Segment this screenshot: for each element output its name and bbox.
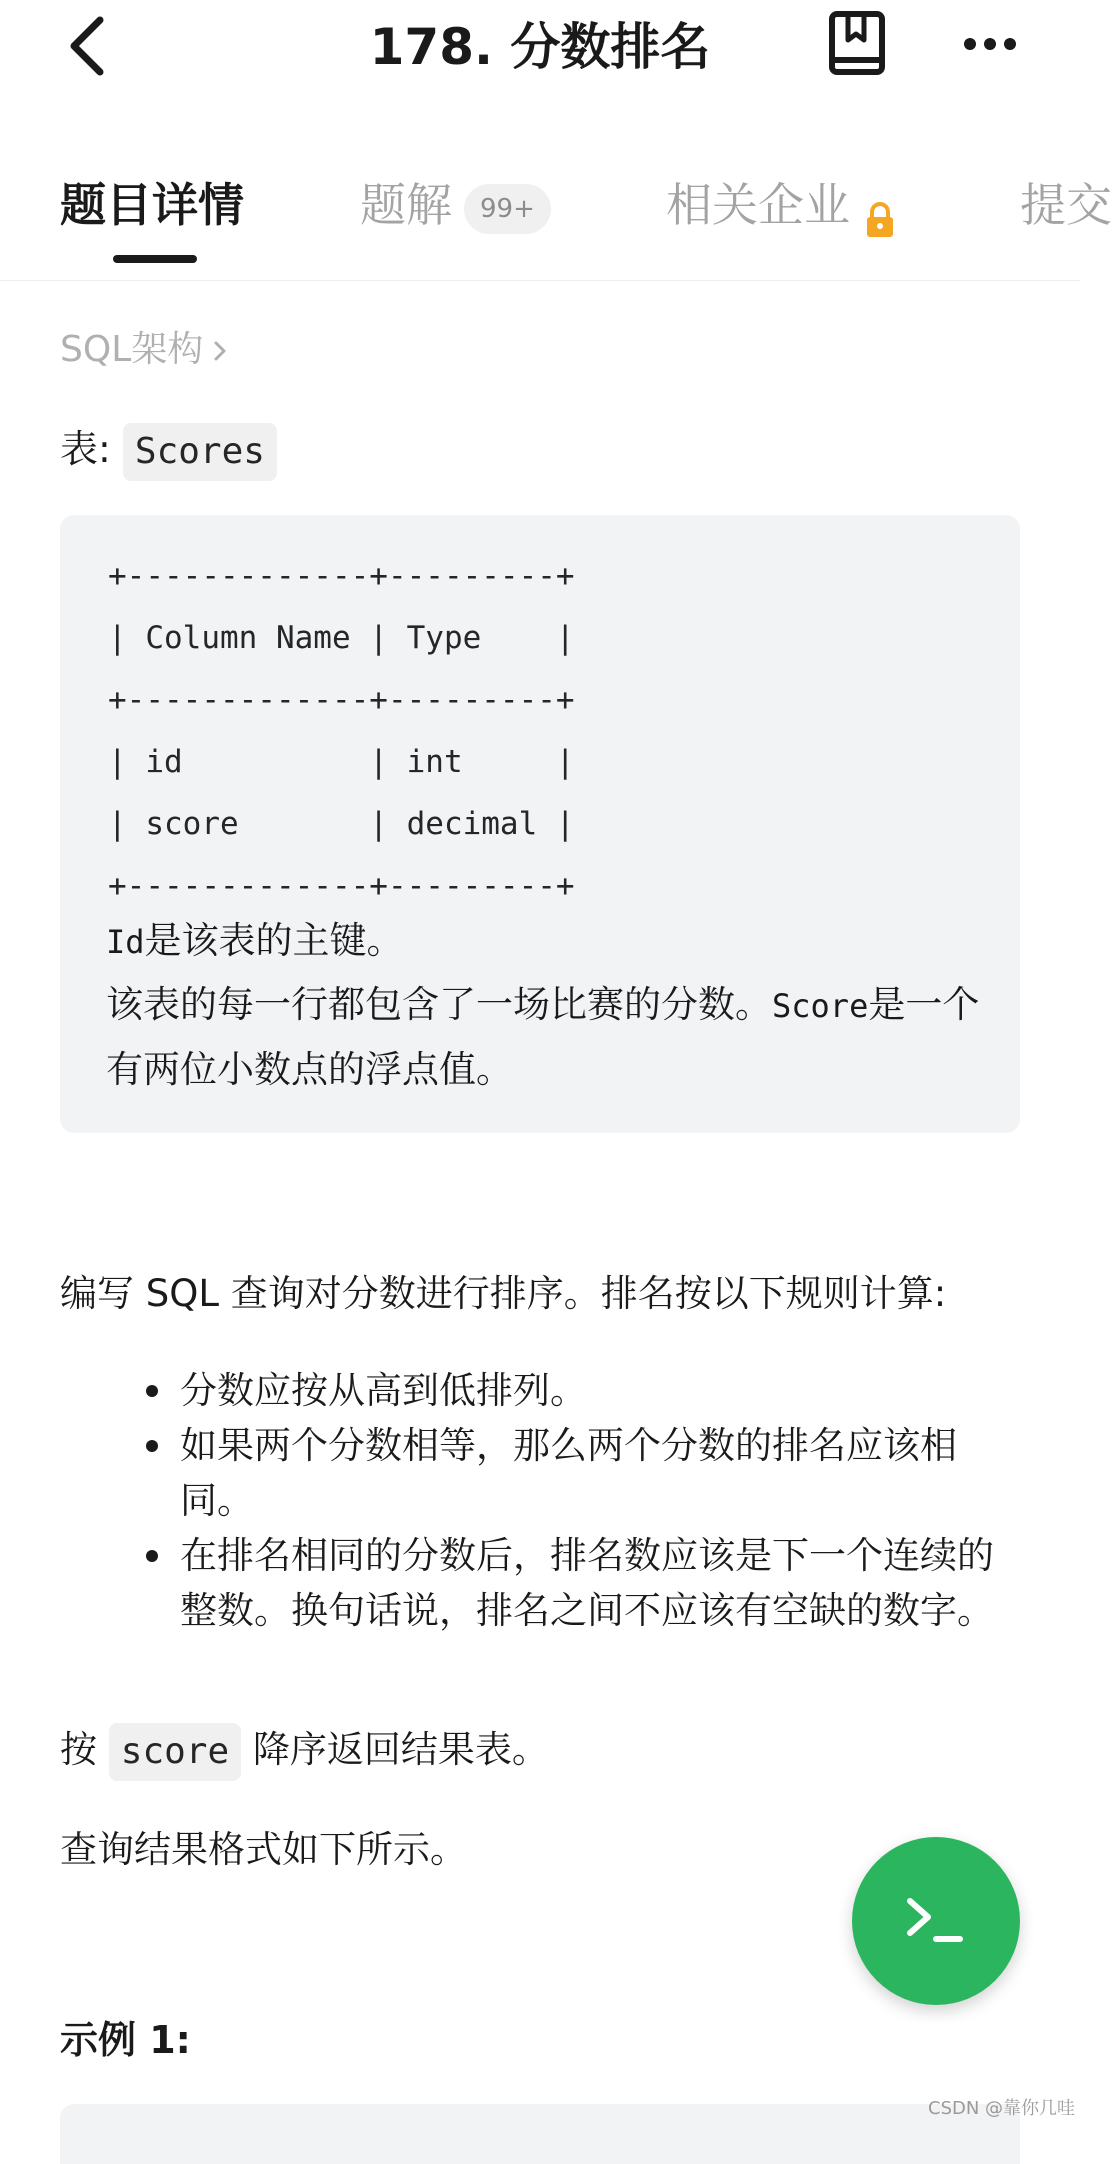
- table-intro: [60, 418, 277, 480]
- table-description-note: [106, 973, 986, 1102]
- example-title: 示例 1:: [60, 2018, 191, 2062]
- inline-code: score: [109, 1723, 241, 1781]
- inline-code: Score: [772, 987, 869, 1025]
- table-name-code: Scores: [123, 423, 277, 481]
- count-badge: 99+: [464, 184, 551, 234]
- chevron-right-icon: [213, 340, 227, 362]
- tab-companies[interactable]: [666, 170, 896, 240]
- tab-solutions[interactable]: [360, 170, 551, 240]
- list-item: [130, 1363, 1010, 1418]
- breadcrumb[interactable]: [60, 322, 227, 378]
- top-bar: [0, 0, 1080, 96]
- schema-row: | score | decimal |: [108, 806, 575, 842]
- schema-border: +-------------+---------+: [108, 682, 575, 718]
- breadcrumb-label: SQL架构: [60, 329, 204, 370]
- format-note: 查询结果格式如下所示。: [60, 1828, 467, 1871]
- tab-bar: [0, 150, 1112, 281]
- tab-description[interactable]: [60, 170, 244, 240]
- note-text: 该表的每一行都包含了一场比赛的分数。: [106, 983, 772, 1026]
- lock-icon: [864, 187, 896, 223]
- active-tab-indicator: [113, 255, 197, 263]
- table-intro-prefix: 表:: [60, 427, 123, 471]
- order-instruction: [60, 1720, 1020, 1781]
- order-prefix: 按: [60, 1728, 109, 1771]
- tab-label: 提交: [1020, 178, 1112, 232]
- watermark: CSDN @靠你几哇: [928, 2098, 1076, 2119]
- schema-table: [108, 545, 575, 917]
- more-horizontal-icon: [962, 24, 1018, 64]
- rule-text: 分数应按从高到低排列。: [180, 1369, 587, 1412]
- chevron-left-icon: [60, 12, 120, 80]
- tab-label: 相关企业: [666, 178, 850, 232]
- bullet: [146, 1385, 158, 1397]
- schema-border: +-------------+---------+: [108, 868, 575, 904]
- order-suffix: 降序返回结果表。: [241, 1728, 549, 1771]
- schema-header-row: | Column Name | Type |: [108, 620, 575, 656]
- bullet: [146, 1550, 158, 1562]
- note-text: 是一个有两位小数点的浮点值。: [106, 983, 980, 1091]
- inline-code: Id: [106, 923, 145, 961]
- primary-key-note: [106, 909, 986, 974]
- schema-border: +-------------+---------+: [108, 558, 575, 594]
- rule-text: 如果两个分数相等，那么两个分数的排名应该相同。: [180, 1424, 957, 1522]
- terminal-icon: [904, 1895, 968, 1947]
- problem-intro: 编写 SQL 查询对分数进行排序。排名按以下规则计算:: [60, 1272, 947, 1315]
- book-button[interactable]: [826, 10, 890, 78]
- schema-row: | id | int |: [108, 744, 575, 780]
- book-icon: [826, 10, 890, 78]
- tab-submissions[interactable]: [1020, 170, 1112, 240]
- note-text: 是该表的主键。: [144, 919, 404, 962]
- list-item: [130, 1528, 1010, 1638]
- schema-code-block: [60, 515, 1020, 1133]
- tab-label: 题解: [360, 178, 452, 232]
- example-code-block: [60, 2104, 1020, 2164]
- back-button[interactable]: [60, 12, 120, 80]
- run-code-button[interactable]: [852, 1837, 1020, 2005]
- page-title: 178. 分数排名: [369, 18, 711, 76]
- list-item: [130, 1418, 1010, 1528]
- more-button[interactable]: [962, 24, 1018, 64]
- bullet: [146, 1440, 158, 1452]
- rules-list: [130, 1363, 1010, 1638]
- tab-label: 题目详情: [60, 178, 244, 232]
- rule-text: 在排名相同的分数后，排名数应该是下一个连续的整数。换句话说，排名之间不应该有空缺的数字。: [180, 1534, 994, 1632]
